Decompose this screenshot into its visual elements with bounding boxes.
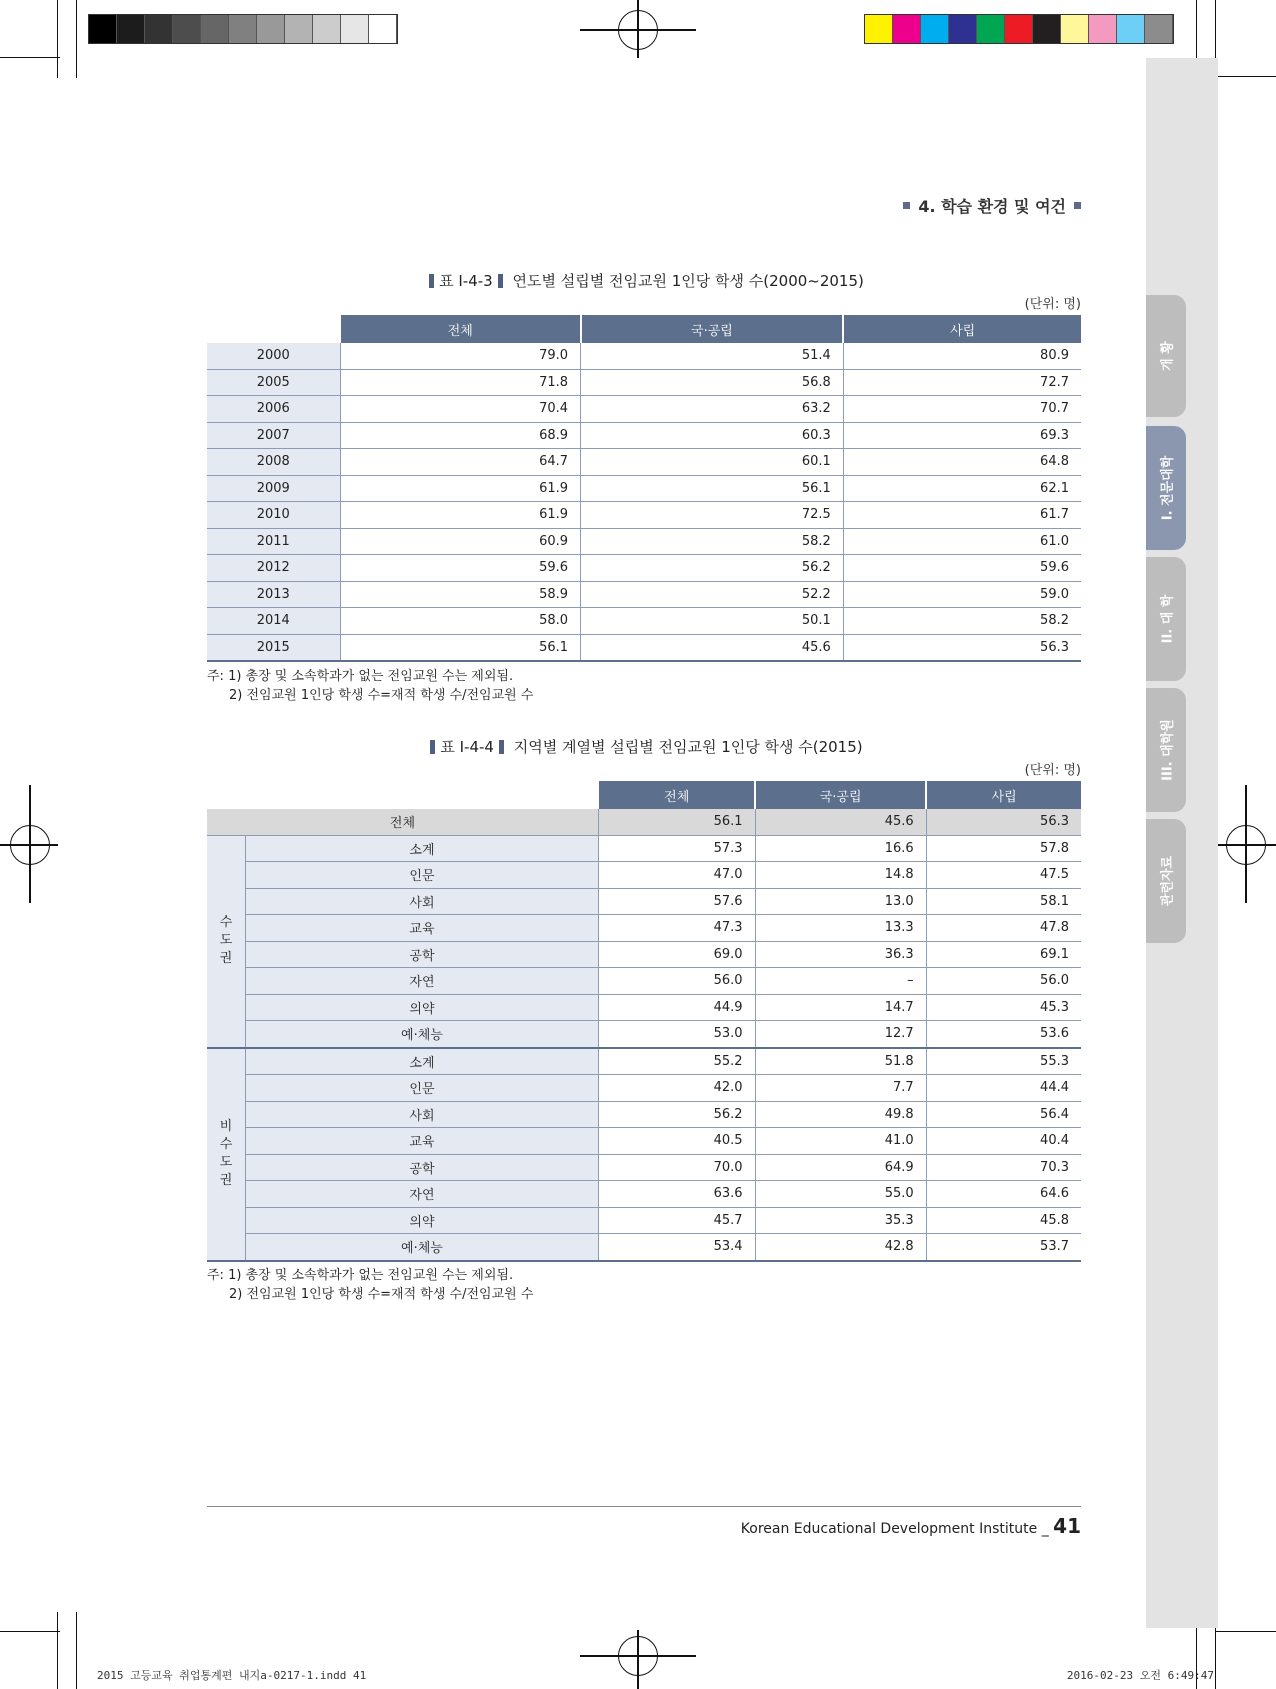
table-row xyxy=(207,1021,1081,1048)
crop-mark xyxy=(0,57,60,58)
table1-title: 연도별 설립별 전임교원 1인당 학생 수(2000~2015) xyxy=(512,272,864,290)
square-bullet-icon xyxy=(903,202,910,209)
tab-label: 개 황 xyxy=(1160,341,1176,371)
table2-title: 지역별 계열별 설립별 전임교원 1인당 학생 수(2015) xyxy=(513,738,863,756)
col-header-total: 전체 xyxy=(340,315,581,343)
value-cell: 13.3 xyxy=(755,915,926,942)
caption-bar-icon xyxy=(429,274,434,288)
value-cell: 36.3 xyxy=(755,941,926,968)
value-cell: 58.2 xyxy=(581,528,844,555)
color-swatch xyxy=(1061,15,1089,43)
color-swatch xyxy=(1033,15,1061,43)
color-swatch xyxy=(921,15,949,43)
table1-label: 표 Ⅰ-4-3 xyxy=(439,272,493,290)
col-header-total: 전체 xyxy=(598,781,755,809)
year-cell: 2010 xyxy=(207,502,340,529)
field-label: 사회 xyxy=(246,1101,599,1128)
field-label: 예·체능 xyxy=(246,1021,599,1048)
value-cell: 69.1 xyxy=(926,941,1081,968)
value-cell: 53.4 xyxy=(598,1234,755,1261)
value-cell: 57.3 xyxy=(598,835,755,862)
tab-overview[interactable] xyxy=(1146,295,1186,417)
table-row xyxy=(207,1181,1081,1208)
table-row xyxy=(207,369,1081,396)
tab-graduate-school[interactable] xyxy=(1146,688,1186,812)
col-header-private: 사립 xyxy=(926,781,1081,809)
field-label: 공학 xyxy=(246,941,599,968)
value-cell: 55.2 xyxy=(598,1048,755,1075)
color-swatch xyxy=(949,15,977,43)
field-label: 교육 xyxy=(246,915,599,942)
table-row xyxy=(207,915,1081,942)
table2-notes xyxy=(207,1266,533,1304)
square-bullet-icon xyxy=(1074,202,1081,209)
color-swatch xyxy=(145,15,173,43)
value-cell: 42.0 xyxy=(598,1075,755,1102)
process-color-bar xyxy=(864,14,1174,44)
value-cell: 64.9 xyxy=(755,1154,926,1181)
color-swatch xyxy=(865,15,893,43)
table-row xyxy=(207,475,1081,502)
color-swatch xyxy=(229,15,257,43)
value-cell: 70.0 xyxy=(598,1154,755,1181)
table-row xyxy=(207,1207,1081,1234)
value-cell: 53.7 xyxy=(926,1234,1081,1261)
value-cell: 56.1 xyxy=(340,634,581,661)
color-swatch xyxy=(977,15,1005,43)
table2-caption xyxy=(207,736,1081,757)
table1-notes xyxy=(207,667,533,705)
value-cell: 16.6 xyxy=(755,835,926,862)
value-cell: 56.3 xyxy=(843,634,1081,661)
value-cell: 63.6 xyxy=(598,1181,755,1208)
table-row xyxy=(207,502,1081,529)
value-cell: 53.6 xyxy=(926,1021,1081,1048)
value-cell: 56.0 xyxy=(926,968,1081,995)
value-cell: 51.8 xyxy=(755,1048,926,1075)
value-cell: 60.9 xyxy=(340,528,581,555)
field-label: 소계 xyxy=(246,835,599,862)
table-row xyxy=(207,343,1081,369)
value-cell: 69.3 xyxy=(843,422,1081,449)
color-swatch xyxy=(117,15,145,43)
value-cell: 80.9 xyxy=(843,343,1081,369)
table-row xyxy=(207,581,1081,608)
value-cell: 47.8 xyxy=(926,915,1081,942)
value-cell: 47.3 xyxy=(598,915,755,942)
total-label: 전체 xyxy=(207,809,598,835)
value-cell: 61.9 xyxy=(340,502,581,529)
value-cell: 56.3 xyxy=(926,809,1081,835)
crop-mark xyxy=(76,1612,77,1689)
color-swatch xyxy=(285,15,313,43)
value-cell: 52.2 xyxy=(581,581,844,608)
value-cell: 14.8 xyxy=(755,862,926,889)
tab-related-materials[interactable] xyxy=(1146,819,1186,943)
year-cell: 2011 xyxy=(207,528,340,555)
value-cell: 12.7 xyxy=(755,1021,926,1048)
year-cell: 2000 xyxy=(207,343,340,369)
field-label: 의약 xyxy=(246,1207,599,1234)
chapter-title: 4. 학습 환경 및 여건 xyxy=(918,197,1066,216)
page-number: 41 xyxy=(1053,1514,1081,1538)
value-cell: 42.8 xyxy=(755,1234,926,1261)
field-label: 인문 xyxy=(246,862,599,889)
value-cell: 44.9 xyxy=(598,994,755,1021)
tab-label: I. 전문대학 xyxy=(1160,455,1176,521)
field-label: 공학 xyxy=(246,1154,599,1181)
field-label: 의약 xyxy=(246,994,599,1021)
value-cell: 58.1 xyxy=(926,888,1081,915)
table-row xyxy=(207,888,1081,915)
footer-institute: Korean Educational Development Institute _ xyxy=(740,1521,1054,1537)
field-label: 소계 xyxy=(246,1048,599,1075)
note-1: 주: 1) 총장 및 소속학과가 없는 전임교원 수는 제외됨. xyxy=(207,1268,514,1283)
year-cell: 2012 xyxy=(207,555,340,582)
table-row xyxy=(207,608,1081,635)
year-cell: 2005 xyxy=(207,369,340,396)
value-cell: 60.1 xyxy=(581,449,844,476)
table-row xyxy=(207,1101,1081,1128)
value-cell: 59.6 xyxy=(340,555,581,582)
value-cell: 61.9 xyxy=(340,475,581,502)
tab-label: 관련자료 xyxy=(1160,855,1176,907)
value-cell: 70.3 xyxy=(926,1154,1081,1181)
value-cell: – xyxy=(755,968,926,995)
table-row xyxy=(207,449,1081,476)
table-row xyxy=(207,862,1081,889)
color-swatch xyxy=(173,15,201,43)
value-cell: 55.0 xyxy=(755,1181,926,1208)
table-row xyxy=(207,396,1081,423)
color-swatch xyxy=(1005,15,1033,43)
value-cell: 69.0 xyxy=(598,941,755,968)
value-cell: 56.1 xyxy=(581,475,844,502)
value-cell: 47.5 xyxy=(926,862,1081,889)
color-swatch xyxy=(341,15,369,43)
table-row xyxy=(207,634,1081,661)
crop-mark xyxy=(1215,76,1276,77)
year-cell: 2015 xyxy=(207,634,340,661)
col-header-public: 국·공립 xyxy=(755,781,926,809)
value-cell: 47.0 xyxy=(598,862,755,889)
gray-color-bar xyxy=(88,14,398,44)
value-cell: 70.4 xyxy=(340,396,581,423)
col-header-public: 국·공립 xyxy=(581,315,844,343)
year-cell: 2008 xyxy=(207,449,340,476)
value-cell: 57.6 xyxy=(598,888,755,915)
tab-label: III. 대학원 xyxy=(1160,719,1176,781)
table1 xyxy=(207,315,1081,662)
table-row xyxy=(207,994,1081,1021)
value-cell: 56.2 xyxy=(598,1101,755,1128)
table-row xyxy=(207,1048,1081,1075)
year-cell: 2007 xyxy=(207,422,340,449)
footer-rule xyxy=(207,1506,1081,1507)
year-cell: 2006 xyxy=(207,396,340,423)
value-cell: 55.3 xyxy=(926,1048,1081,1075)
value-cell: 56.4 xyxy=(926,1101,1081,1128)
value-cell: 56.1 xyxy=(598,809,755,835)
field-label: 자연 xyxy=(246,1181,599,1208)
value-cell: 13.0 xyxy=(755,888,926,915)
page-footer xyxy=(741,1514,1081,1538)
value-cell: 61.7 xyxy=(843,502,1081,529)
note-2: 2) 전임교원 1인당 학생 수=재적 학생 수/전임교원 수 xyxy=(229,688,534,703)
table2 xyxy=(207,781,1081,1262)
value-cell: 51.4 xyxy=(581,343,844,369)
color-swatch xyxy=(201,15,229,43)
crop-mark xyxy=(0,1631,60,1632)
value-cell: 53.0 xyxy=(598,1021,755,1048)
value-cell: 71.8 xyxy=(340,369,581,396)
color-swatch xyxy=(257,15,285,43)
crop-mark xyxy=(76,0,77,78)
region-group-label: 수 도 권 xyxy=(207,835,246,1048)
table1-caption xyxy=(207,270,1081,291)
note-1: 주: 1) 총장 및 소속학과가 없는 전임교원 수는 제외됨. xyxy=(207,669,514,684)
color-swatch xyxy=(313,15,341,43)
color-swatch xyxy=(369,15,397,43)
value-cell: 56.2 xyxy=(581,555,844,582)
value-cell: 61.0 xyxy=(843,528,1081,555)
caption-bar-icon xyxy=(430,740,435,754)
field-label: 인문 xyxy=(246,1075,599,1102)
color-swatch xyxy=(893,15,921,43)
total-row xyxy=(207,809,1081,835)
color-swatch xyxy=(1145,15,1173,43)
value-cell: 68.9 xyxy=(340,422,581,449)
table-row xyxy=(207,835,1081,862)
tab-junior-college[interactable] xyxy=(1146,426,1186,550)
field-label: 사회 xyxy=(246,888,599,915)
value-cell: 59.6 xyxy=(843,555,1081,582)
value-cell: 41.0 xyxy=(755,1128,926,1155)
blank-header xyxy=(207,781,598,809)
table-row xyxy=(207,941,1081,968)
value-cell: 57.8 xyxy=(926,835,1081,862)
value-cell: 56.8 xyxy=(581,369,844,396)
color-swatch xyxy=(1089,15,1117,43)
table2-label: 표 Ⅰ-4-4 xyxy=(440,738,494,756)
caption-bar-icon xyxy=(499,740,504,754)
tab-label: II. 대 학 xyxy=(1160,594,1176,644)
value-cell: 63.2 xyxy=(581,396,844,423)
table-row xyxy=(207,555,1081,582)
region-group-label: 비 수 도 권 xyxy=(207,1048,246,1261)
chapter-heading xyxy=(903,194,1081,217)
value-cell: 58.0 xyxy=(340,608,581,635)
value-cell: 44.4 xyxy=(926,1075,1081,1102)
table-row xyxy=(207,968,1081,995)
table-row xyxy=(207,1154,1081,1181)
value-cell: 56.0 xyxy=(598,968,755,995)
table2-unit: (단위: 명) xyxy=(1024,763,1081,778)
value-cell: 62.1 xyxy=(843,475,1081,502)
table-row xyxy=(207,1075,1081,1102)
value-cell: 45.6 xyxy=(581,634,844,661)
value-cell: 35.3 xyxy=(755,1207,926,1234)
table-row xyxy=(207,1128,1081,1155)
value-cell: 45.3 xyxy=(926,994,1081,1021)
color-swatch xyxy=(1117,15,1145,43)
value-cell: 45.6 xyxy=(755,809,926,835)
field-label: 자연 xyxy=(246,968,599,995)
year-cell: 2013 xyxy=(207,581,340,608)
value-cell: 70.7 xyxy=(843,396,1081,423)
value-cell: 40.4 xyxy=(926,1128,1081,1155)
value-cell: 72.5 xyxy=(581,502,844,529)
value-cell: 79.0 xyxy=(340,343,581,369)
value-cell: 45.7 xyxy=(598,1207,755,1234)
table-row xyxy=(207,1234,1081,1261)
value-cell: 50.1 xyxy=(581,608,844,635)
blank-header xyxy=(207,315,340,343)
caption-bar-icon xyxy=(498,274,503,288)
value-cell: 40.5 xyxy=(598,1128,755,1155)
crop-mark xyxy=(1215,1631,1276,1632)
value-cell: 64.8 xyxy=(843,449,1081,476)
value-cell: 14.7 xyxy=(755,994,926,1021)
table-row xyxy=(207,528,1081,555)
crop-mark xyxy=(57,0,58,78)
table-row xyxy=(207,422,1081,449)
value-cell: 45.8 xyxy=(926,1207,1081,1234)
field-label: 예·체능 xyxy=(246,1234,599,1261)
value-cell: 64.6 xyxy=(926,1181,1081,1208)
col-header-private: 사립 xyxy=(843,315,1081,343)
value-cell: 7.7 xyxy=(755,1075,926,1102)
value-cell: 59.0 xyxy=(843,581,1081,608)
note-2: 2) 전임교원 1인당 학생 수=재적 학생 수/전임교원 수 xyxy=(229,1287,534,1302)
slug-filename: 2015 고등교육 취업통계편 내지a-0217-1.indd 41 xyxy=(97,1669,367,1682)
year-cell: 2009 xyxy=(207,475,340,502)
value-cell: 58.2 xyxy=(843,608,1081,635)
value-cell: 49.8 xyxy=(755,1101,926,1128)
field-label: 교육 xyxy=(246,1128,599,1155)
crop-mark xyxy=(57,1612,58,1689)
value-cell: 58.9 xyxy=(340,581,581,608)
value-cell: 60.3 xyxy=(581,422,844,449)
table1-unit: (단위: 명) xyxy=(1024,297,1081,312)
slug-timestamp: 2016-02-23 오전 6:49:47 xyxy=(1066,1669,1214,1682)
year-cell: 2014 xyxy=(207,608,340,635)
tab-university[interactable] xyxy=(1146,557,1186,681)
value-cell: 72.7 xyxy=(843,369,1081,396)
value-cell: 64.7 xyxy=(340,449,581,476)
color-swatch xyxy=(89,15,117,43)
